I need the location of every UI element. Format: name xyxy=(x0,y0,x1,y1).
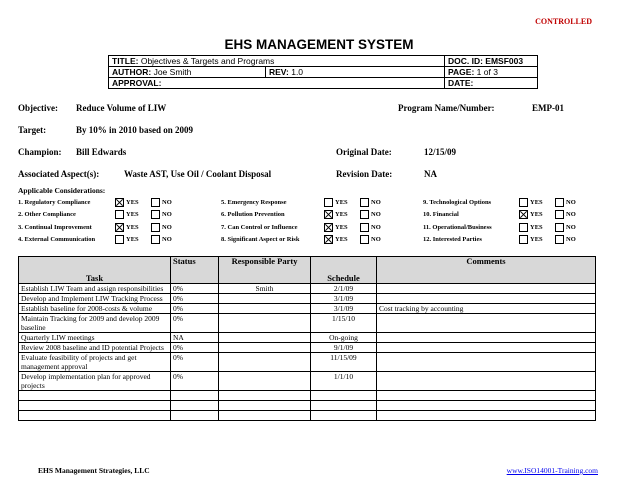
cell-schedule: 9/1/09 xyxy=(311,343,377,353)
table-header-row xyxy=(19,257,596,284)
cell-task xyxy=(19,411,171,421)
cell-party xyxy=(219,391,311,401)
champion-value: Bill Edwards xyxy=(76,147,127,157)
revision-date-value: NA xyxy=(424,169,437,179)
objective-value: Reduce Volume of LIW xyxy=(76,103,167,113)
no-label: NO xyxy=(162,236,172,243)
consideration-label: 11. Operational/Business xyxy=(423,224,492,231)
cell-task xyxy=(19,391,171,401)
cell-schedule xyxy=(311,391,377,401)
header-schedule: Schedule xyxy=(311,257,377,284)
cell-task: Establish LIW Team and assign responsibilities xyxy=(19,284,171,294)
objective-label: Objective: xyxy=(18,103,58,113)
checkbox[interactable] xyxy=(151,210,160,219)
date-label: DATE: xyxy=(447,78,474,88)
cell-status xyxy=(171,401,219,411)
consideration-label: 9. Technological Options xyxy=(423,199,492,206)
revision-date-label: Revision Date: xyxy=(336,169,393,179)
cell-status: 0% xyxy=(171,372,219,391)
yes-label: YES xyxy=(126,211,139,218)
cell-task: Develop and Implement LIW Tracking Process xyxy=(19,294,171,304)
yes-label: YES xyxy=(530,224,543,231)
cell-comments xyxy=(377,284,596,294)
cell-schedule: 2/1/09 xyxy=(311,284,377,294)
cell-schedule: 3/1/09 xyxy=(311,304,377,314)
no-label: NO xyxy=(371,224,381,231)
checkbox[interactable] xyxy=(115,210,124,219)
checkbox[interactable] xyxy=(151,235,160,244)
target-label: Target: xyxy=(18,125,47,135)
table-row xyxy=(19,343,596,353)
checkbox[interactable] xyxy=(115,235,124,244)
page-of: of xyxy=(483,67,491,77)
header-task: Task xyxy=(19,257,171,284)
task-table xyxy=(18,256,596,421)
checkbox[interactable] xyxy=(519,223,528,232)
cell-task xyxy=(19,401,171,411)
table-row xyxy=(19,333,596,343)
rev-label: REV: xyxy=(269,67,289,77)
aspects-label: Associated Aspect(s): xyxy=(18,169,100,179)
doc-id: DOC. ID: EMSF003 xyxy=(447,56,524,66)
cell-comments xyxy=(377,353,596,372)
cell-status: 0% xyxy=(171,284,219,294)
cell-comments xyxy=(377,294,596,304)
no-label: NO xyxy=(371,211,381,218)
checkbox[interactable] xyxy=(360,210,369,219)
yes-label: YES xyxy=(335,236,348,243)
checkbox[interactable] xyxy=(151,223,160,232)
checked-checkbox[interactable] xyxy=(324,210,333,219)
consideration-label: 5. Emergency Response xyxy=(221,199,287,206)
table-row xyxy=(19,353,596,372)
cell-status: 0% xyxy=(171,314,219,333)
cell-comments: Cost tracking by accounting xyxy=(377,304,596,314)
author-value: Joe Smith xyxy=(153,67,192,77)
cell-task: Develop implementation plan for approved projects xyxy=(19,372,171,391)
checkbox[interactable] xyxy=(360,198,369,207)
controlled-stamp: CONTROLLED xyxy=(535,17,592,26)
program-label: Program Name/Number: xyxy=(398,103,495,113)
cell-comments xyxy=(377,372,596,391)
no-label: NO xyxy=(566,211,576,218)
yes-label: YES xyxy=(530,236,543,243)
consideration-label: 12. Interested Parties xyxy=(423,236,482,243)
no-label: NO xyxy=(162,211,172,218)
consideration-label: 6. Pollution Prevention xyxy=(221,211,285,218)
aspects-value: Waste AST, Use Oil / Coolant Disposal xyxy=(124,169,272,179)
cell-schedule xyxy=(311,411,377,421)
consideration-label: 2. Other Compliance xyxy=(18,211,76,218)
checked-checkbox[interactable] xyxy=(519,210,528,219)
document-header xyxy=(108,55,538,89)
cell-party: Smith xyxy=(219,284,311,294)
yes-label: YES xyxy=(530,211,543,218)
cell-comments xyxy=(377,333,596,343)
page-label: PAGE: xyxy=(447,67,475,77)
yes-label: YES xyxy=(126,224,139,231)
checkbox[interactable] xyxy=(151,198,160,207)
program-value: EMP-01 xyxy=(532,103,564,113)
cell-comments xyxy=(377,391,596,401)
cell-comments xyxy=(377,314,596,333)
cell-comments xyxy=(377,411,596,421)
cell-schedule: 3/1/09 xyxy=(311,294,377,304)
cell-party xyxy=(219,314,311,333)
checkbox[interactable] xyxy=(324,198,333,207)
footer-website-link[interactable]: www.ISO14001-Training.com xyxy=(506,466,598,475)
yes-label: YES xyxy=(335,199,348,206)
consideration-label: 10. Financial xyxy=(423,211,459,218)
yes-label: YES xyxy=(335,224,348,231)
checkbox[interactable] xyxy=(555,235,564,244)
cell-task: Quarterly LIW meetings xyxy=(19,333,171,343)
cell-schedule: 1/1/10 xyxy=(311,372,377,391)
rev-value: 1.0 xyxy=(291,67,304,77)
cell-schedule: 1/15/10 xyxy=(311,314,377,333)
approval-label: APPROVAL: xyxy=(112,78,162,88)
cell-party xyxy=(219,411,311,421)
consideration-label: 4. External Communication xyxy=(18,236,96,243)
cell-task: Maintain Tracking for 2009 and develop 2009 baseline xyxy=(19,314,171,333)
consideration-label: 3. Continual Improvement xyxy=(18,224,92,231)
cell-schedule xyxy=(311,401,377,411)
checked-checkbox[interactable] xyxy=(324,223,333,232)
page-total: 3 xyxy=(493,67,498,77)
footer-company: EHS Management Strategies, LLC xyxy=(38,466,150,475)
table-row xyxy=(19,314,596,333)
no-label: NO xyxy=(566,224,576,231)
header-status: Status xyxy=(171,257,219,284)
cell-task: Review 2008 baseline and ID potential Projects xyxy=(19,343,171,353)
yes-label: YES xyxy=(126,236,139,243)
table-row xyxy=(19,401,596,411)
title-label: TITLE: xyxy=(112,56,139,66)
cell-party xyxy=(219,353,311,372)
champion-label: Champion: xyxy=(18,147,62,157)
consideration-label: 7. Can Control or Influence xyxy=(221,224,298,231)
checked-checkbox[interactable] xyxy=(115,223,124,232)
cell-party xyxy=(219,401,311,411)
consideration-label: 8. Significant Aspect or Risk xyxy=(221,236,300,243)
table-row xyxy=(19,411,596,421)
cell-comments xyxy=(377,401,596,411)
checked-checkbox[interactable] xyxy=(324,235,333,244)
cell-status xyxy=(171,411,219,421)
header-comments: Comments xyxy=(377,257,596,284)
table-row xyxy=(19,304,596,314)
original-date-value: 12/15/09 xyxy=(424,147,457,157)
yes-label: YES xyxy=(126,199,139,206)
no-label: NO xyxy=(371,236,381,243)
cell-status: 0% xyxy=(171,343,219,353)
checkbox[interactable] xyxy=(519,235,528,244)
table-row xyxy=(19,294,596,304)
header-responsible-party: Responsible Party xyxy=(219,257,311,284)
checkbox[interactable] xyxy=(519,198,528,207)
table-row xyxy=(19,372,596,391)
cell-party xyxy=(219,333,311,343)
cell-party xyxy=(219,294,311,304)
page-number: 1 xyxy=(476,67,482,77)
cell-schedule: 11/15/09 xyxy=(311,353,377,372)
considerations-heading: Applicable Considerations: xyxy=(18,186,106,195)
target-value: By 10% in 2010 based on 2009 xyxy=(76,125,194,135)
yes-label: YES xyxy=(335,211,348,218)
no-label: NO xyxy=(566,199,576,206)
cell-comments xyxy=(377,343,596,353)
cell-status: 0% xyxy=(171,353,219,372)
cell-status: 0% xyxy=(171,294,219,304)
cell-task: Evaluate feasibility of projects and get management approval xyxy=(19,353,171,372)
checkbox[interactable] xyxy=(555,210,564,219)
no-label: NO xyxy=(162,224,172,231)
checkbox[interactable] xyxy=(360,235,369,244)
checked-checkbox[interactable] xyxy=(115,198,124,207)
checkbox[interactable] xyxy=(555,198,564,207)
table-row xyxy=(19,391,596,401)
original-date-label: Original Date: xyxy=(336,147,392,157)
author-label: AUTHOR: xyxy=(112,67,152,77)
page-title: EHS MANAGEMENT SYSTEM xyxy=(224,37,414,52)
yes-label: YES xyxy=(530,199,543,206)
checkbox[interactable] xyxy=(360,223,369,232)
checkbox[interactable] xyxy=(555,223,564,232)
cell-party xyxy=(219,304,311,314)
title-value: Objectives & Targets and Programs xyxy=(140,56,275,66)
cell-task: Establish baseline for 2008-costs & volume xyxy=(19,304,171,314)
consideration-label: 1. Regulatory Compliance xyxy=(18,199,91,206)
cell-status: NA xyxy=(171,333,219,343)
cell-schedule: On-going xyxy=(311,333,377,343)
cell-party xyxy=(219,372,311,391)
cell-party xyxy=(219,343,311,353)
no-label: NO xyxy=(162,199,172,206)
cell-status: 0% xyxy=(171,304,219,314)
no-label: NO xyxy=(371,199,381,206)
cell-status xyxy=(171,391,219,401)
no-label: NO xyxy=(566,236,576,243)
table-row xyxy=(19,284,596,294)
